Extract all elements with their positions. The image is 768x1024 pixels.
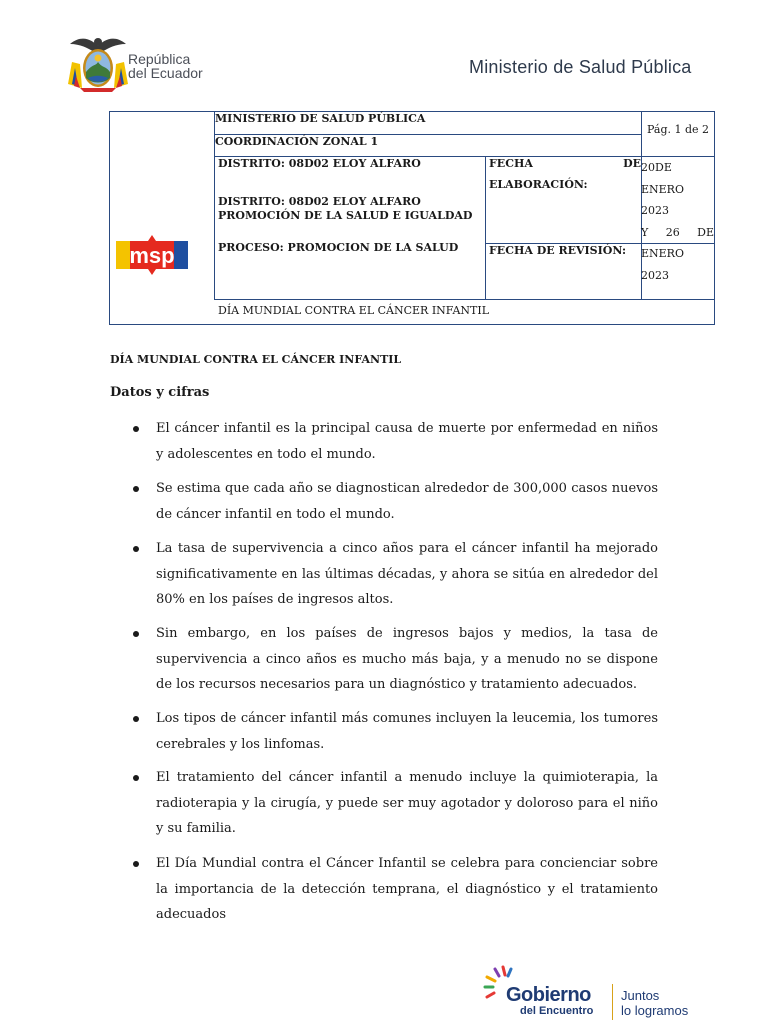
bullet-icon: [133, 546, 139, 552]
bullet-icon: [133, 775, 139, 781]
bullet-icon: [133, 426, 139, 432]
bullet-icon: [133, 486, 139, 492]
table-distrito-1: DISTRITO: 08D02 ELOY ALFARO: [218, 157, 421, 170]
juntos-slogan: Juntos lo logramos: [621, 988, 689, 1018]
bullet-icon: [133, 716, 139, 722]
list-item: Sin embargo, en los países de ingresos bajos y medios, la tasa de supervivencia a cinco años es mucho más baja, y a menudo no se dispone de los recursos necesarios para un diagnóstico y tratamiento adecuados.: [156, 626, 658, 692]
document-info-table: [109, 111, 715, 325]
fecha-elaboracion-value: 20DE ENERO 2023 Y 26 DE ENERO 2023: [641, 161, 714, 282]
msp-logo: [114, 233, 190, 277]
list-item: El cáncer infantil es la principal causa de muerte por enfermedad en niños y adolescentes en todo el mundo.: [156, 421, 658, 462]
list-item: El Día Mundial contra el Cáncer Infantil se celebra para concienciar sobre la importancia de la detección temprana, el diagnóstico y el tratamiento adecuados: [156, 856, 658, 922]
republica-del-ecuador-wordmark: República del Ecuador: [128, 51, 203, 81]
table-ministerio: MINISTERIO DE SALUD PÚBLICA: [215, 112, 426, 125]
fecha-revision-label: FECHA DE REVISIÓN:: [489, 244, 627, 257]
list-item: El tratamiento del cáncer infantil a menudo incluye la quimioterapia, la radioterapia y la cirugía, y puede ser muy agotador y doloroso para el niño y su familia.: [156, 770, 658, 836]
table-tema: DÍA MUNDIAL CONTRA EL CÁNCER INFANTIL: [218, 304, 490, 317]
table-proceso: PROCESO: PROMOCION DE LA SALUD: [218, 241, 459, 254]
table-coordinacion: COORDINACIÓN ZONAL 1: [215, 135, 379, 148]
gobierno-wordmark: Gobierno: [506, 984, 591, 1006]
msp-logo-text: msp: [129, 243, 175, 268]
list-item: Los tipos de cáncer infantil más comunes incluyen la leucemia, los tumores cerebrales y los linfomas.: [156, 711, 658, 752]
ministerio-header-title: Ministerio de Salud Pública: [469, 57, 692, 77]
del-encuentro-wordmark: del Encuentro: [520, 1005, 594, 1017]
section-title: Datos y cifras: [110, 385, 210, 400]
page-number: Pág. 1 de 2: [647, 123, 710, 136]
list-item: Se estima que cada año se diagnostican alrededor de 300,000 casos nuevos de cáncer infantil en todo el mundo.: [156, 481, 658, 522]
list-item: La tasa de supervivencia a cinco años para el cáncer infantil ha mejorado significativamente en las últimas décadas, y ahora se sitúa en alrededor del 80% en los países de ingresos altos.: [156, 541, 658, 607]
footer-divider: [612, 984, 613, 1020]
bullet-icon: [133, 631, 139, 637]
document-title: DÍA MUNDIAL CONTRA EL CÁNCER INFANTIL: [110, 353, 402, 366]
ecuador-coat-of-arms-icon: [66, 28, 130, 94]
fecha-elaboracion-label: FECHA DE ELABORACIÓN:: [489, 157, 641, 191]
table-distrito-2: DISTRITO: 08D02 ELOY ALFARO PROMOCIÓN DE LA SALUD E IGUALDAD: [218, 195, 473, 222]
bullet-icon: [133, 861, 139, 867]
